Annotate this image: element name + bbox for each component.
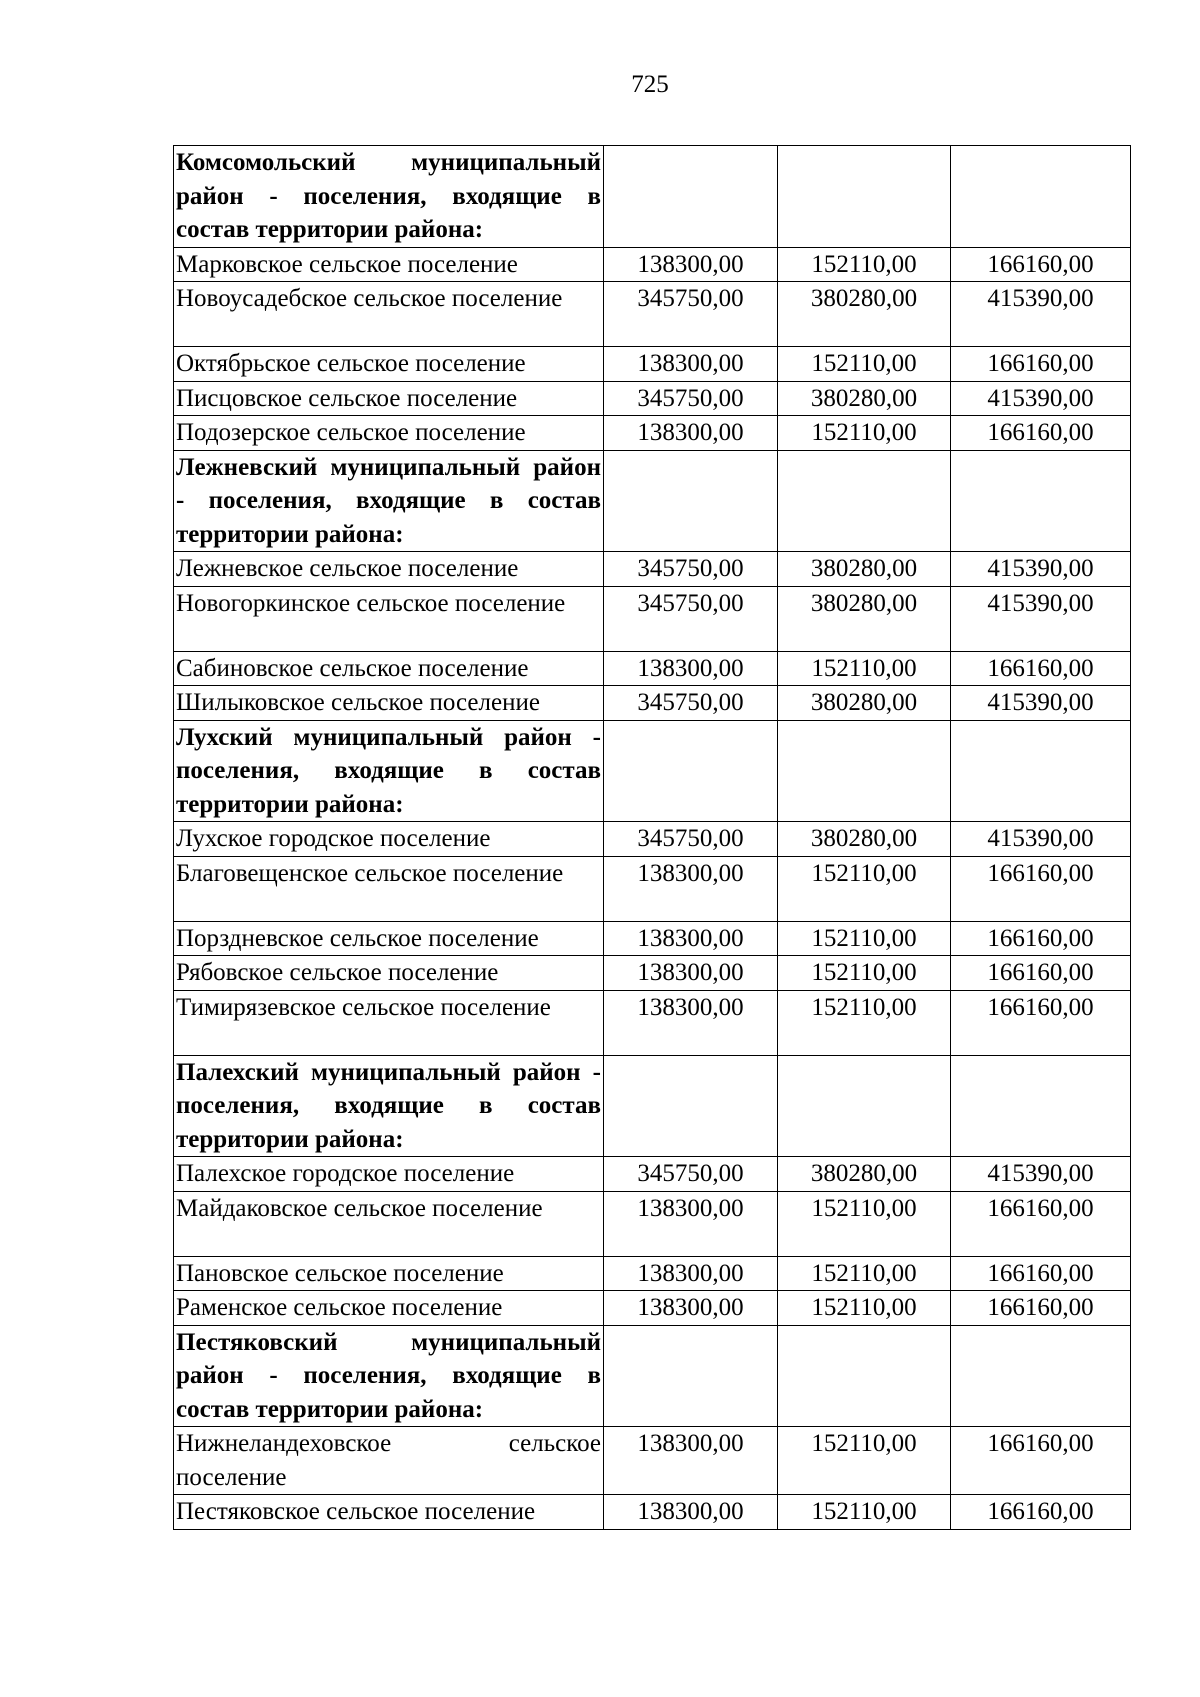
table-row xyxy=(174,1427,1131,1495)
value-cell-3: 415390,00 xyxy=(951,586,1131,651)
value-cell-3: 166160,00 xyxy=(951,1191,1131,1256)
value-cell-1: 345750,00 xyxy=(604,1157,778,1192)
value-cell-2: 152110,00 xyxy=(778,1256,951,1291)
value-cell-2: 152110,00 xyxy=(778,347,951,382)
district-row xyxy=(174,450,1131,552)
value-cell-2: 152110,00 xyxy=(778,921,951,956)
settlement-name: Тимирязевское сельское поселение xyxy=(174,990,604,1055)
value-cell-3: 166160,00 xyxy=(951,651,1131,686)
table-row xyxy=(174,651,1131,686)
table-row xyxy=(174,347,1131,382)
table-row xyxy=(174,552,1131,587)
value-cell-2: 152110,00 xyxy=(778,247,951,282)
value-cell-1: 138300,00 xyxy=(604,247,778,282)
value-cell-3: 166160,00 xyxy=(951,856,1131,921)
settlement-name: Благовещенское сельское поселение xyxy=(174,856,604,921)
value-cell-3: 166160,00 xyxy=(951,347,1131,382)
empty-cell xyxy=(778,450,951,552)
settlement-name: Нижнеландеховское сельское поселение xyxy=(174,1427,604,1495)
table-row xyxy=(174,990,1131,1055)
empty-cell xyxy=(604,1325,778,1427)
settlement-name: Шилыковское сельское поселение xyxy=(174,686,604,721)
value-cell-3: 415390,00 xyxy=(951,1157,1131,1192)
district-name: Комсомольский муниципальный район - поселения, входящие в состав территории района: xyxy=(174,146,604,248)
district-row xyxy=(174,146,1131,248)
value-cell-2: 380280,00 xyxy=(778,586,951,651)
settlement-name: Писцовское сельское поселение xyxy=(174,381,604,416)
value-cell-1: 345750,00 xyxy=(604,822,778,857)
settlement-name: Подозерское сельское поселение xyxy=(174,416,604,451)
settlement-name: Новогоркинское сельское поселение xyxy=(174,586,604,651)
district-name: Лежневский муниципальный район - поселения, входящие в состав территории района: xyxy=(174,450,604,552)
value-cell-2: 152110,00 xyxy=(778,856,951,921)
table-row xyxy=(174,686,1131,721)
settlement-name: Пановское сельское поселение xyxy=(174,1256,604,1291)
empty-cell xyxy=(951,146,1131,248)
value-cell-3: 415390,00 xyxy=(951,686,1131,721)
table-row xyxy=(174,956,1131,991)
table-row xyxy=(174,586,1131,651)
settlement-name: Порздневское сельское поселение xyxy=(174,921,604,956)
value-cell-2: 152110,00 xyxy=(778,990,951,1055)
value-cell-1: 138300,00 xyxy=(604,1191,778,1256)
empty-cell xyxy=(951,1325,1131,1427)
value-cell-1: 138300,00 xyxy=(604,990,778,1055)
table-row xyxy=(174,856,1131,921)
value-cell-2: 380280,00 xyxy=(778,1157,951,1192)
value-cell-2: 380280,00 xyxy=(778,686,951,721)
page-number: 725 xyxy=(631,71,669,98)
value-cell-1: 345750,00 xyxy=(604,686,778,721)
settlement-name: Марковское сельское поселение xyxy=(174,247,604,282)
empty-cell xyxy=(604,450,778,552)
settlement-name: Лухское городское поселение xyxy=(174,822,604,857)
table-row xyxy=(174,247,1131,282)
value-cell-2: 152110,00 xyxy=(778,956,951,991)
value-cell-3: 166160,00 xyxy=(951,1495,1131,1530)
value-cell-1: 138300,00 xyxy=(604,651,778,686)
value-cell-1: 138300,00 xyxy=(604,1495,778,1530)
empty-cell xyxy=(778,720,951,822)
value-cell-1: 345750,00 xyxy=(604,586,778,651)
value-cell-1: 138300,00 xyxy=(604,347,778,382)
value-cell-3: 166160,00 xyxy=(951,921,1131,956)
value-cell-3: 415390,00 xyxy=(951,822,1131,857)
value-cell-1: 345750,00 xyxy=(604,282,778,347)
value-cell-3: 166160,00 xyxy=(951,1256,1131,1291)
district-row xyxy=(174,1325,1131,1427)
value-cell-3: 166160,00 xyxy=(951,1291,1131,1326)
value-cell-2: 152110,00 xyxy=(778,1427,951,1495)
settlement-name: Рябовское сельское поселение xyxy=(174,956,604,991)
value-cell-2: 380280,00 xyxy=(778,822,951,857)
settlement-name: Новоусадебское сельское поселение xyxy=(174,282,604,347)
value-cell-1: 138300,00 xyxy=(604,921,778,956)
district-name: Лухский муниципальный район - поселения, входящие в состав территории района: xyxy=(174,720,604,822)
empty-cell xyxy=(778,146,951,248)
district-row xyxy=(174,1055,1131,1157)
table-row xyxy=(174,282,1131,347)
district-name: Пестяковский муниципальный район - поселения, входящие в состав территории района: xyxy=(174,1325,604,1427)
value-cell-1: 345750,00 xyxy=(604,552,778,587)
district-row xyxy=(174,720,1131,822)
table-row xyxy=(174,416,1131,451)
value-cell-2: 152110,00 xyxy=(778,651,951,686)
value-cell-1: 345750,00 xyxy=(604,381,778,416)
empty-cell xyxy=(951,450,1131,552)
settlement-name: Раменское сельское поселение xyxy=(174,1291,604,1326)
empty-cell xyxy=(951,720,1131,822)
value-cell-3: 166160,00 xyxy=(951,956,1131,991)
empty-cell xyxy=(604,720,778,822)
empty-cell xyxy=(604,146,778,248)
value-cell-1: 138300,00 xyxy=(604,416,778,451)
settlement-name: Лежневское сельское поселение xyxy=(174,552,604,587)
table-row xyxy=(174,381,1131,416)
empty-cell xyxy=(951,1055,1131,1157)
value-cell-2: 152110,00 xyxy=(778,416,951,451)
value-cell-3: 415390,00 xyxy=(951,381,1131,416)
table-row xyxy=(174,1495,1131,1530)
table-row xyxy=(174,921,1131,956)
value-cell-1: 138300,00 xyxy=(604,1427,778,1495)
value-cell-1: 138300,00 xyxy=(604,1291,778,1326)
value-cell-2: 380280,00 xyxy=(778,552,951,587)
value-cell-1: 138300,00 xyxy=(604,856,778,921)
value-cell-1: 138300,00 xyxy=(604,956,778,991)
table-row xyxy=(174,822,1131,857)
value-cell-3: 166160,00 xyxy=(951,416,1131,451)
value-cell-2: 152110,00 xyxy=(778,1291,951,1326)
district-name: Палехский муниципальный район - поселения, входящие в состав территории района: xyxy=(174,1055,604,1157)
table-row xyxy=(174,1157,1131,1192)
settlement-name: Октябрьское сельское поселение xyxy=(174,347,604,382)
settlement-name: Пестяковское сельское поселение xyxy=(174,1495,604,1530)
settlement-name: Майдаковское сельское поселение xyxy=(174,1191,604,1256)
value-cell-3: 166160,00 xyxy=(951,990,1131,1055)
empty-cell xyxy=(604,1055,778,1157)
empty-cell xyxy=(778,1325,951,1427)
table-row xyxy=(174,1256,1131,1291)
value-cell-3: 415390,00 xyxy=(951,282,1131,347)
table-row xyxy=(174,1191,1131,1256)
value-cell-3: 415390,00 xyxy=(951,552,1131,587)
value-cell-3: 166160,00 xyxy=(951,1427,1131,1495)
value-cell-2: 152110,00 xyxy=(778,1495,951,1530)
empty-cell xyxy=(778,1055,951,1157)
settlements-table xyxy=(173,145,1131,1530)
value-cell-2: 152110,00 xyxy=(778,1191,951,1256)
value-cell-2: 380280,00 xyxy=(778,381,951,416)
settlement-name: Палехское городское поселение xyxy=(174,1157,604,1192)
value-cell-1: 138300,00 xyxy=(604,1256,778,1291)
table-row xyxy=(174,1291,1131,1326)
value-cell-3: 166160,00 xyxy=(951,247,1131,282)
value-cell-2: 380280,00 xyxy=(778,282,951,347)
settlement-name: Сабиновское сельское поселение xyxy=(174,651,604,686)
